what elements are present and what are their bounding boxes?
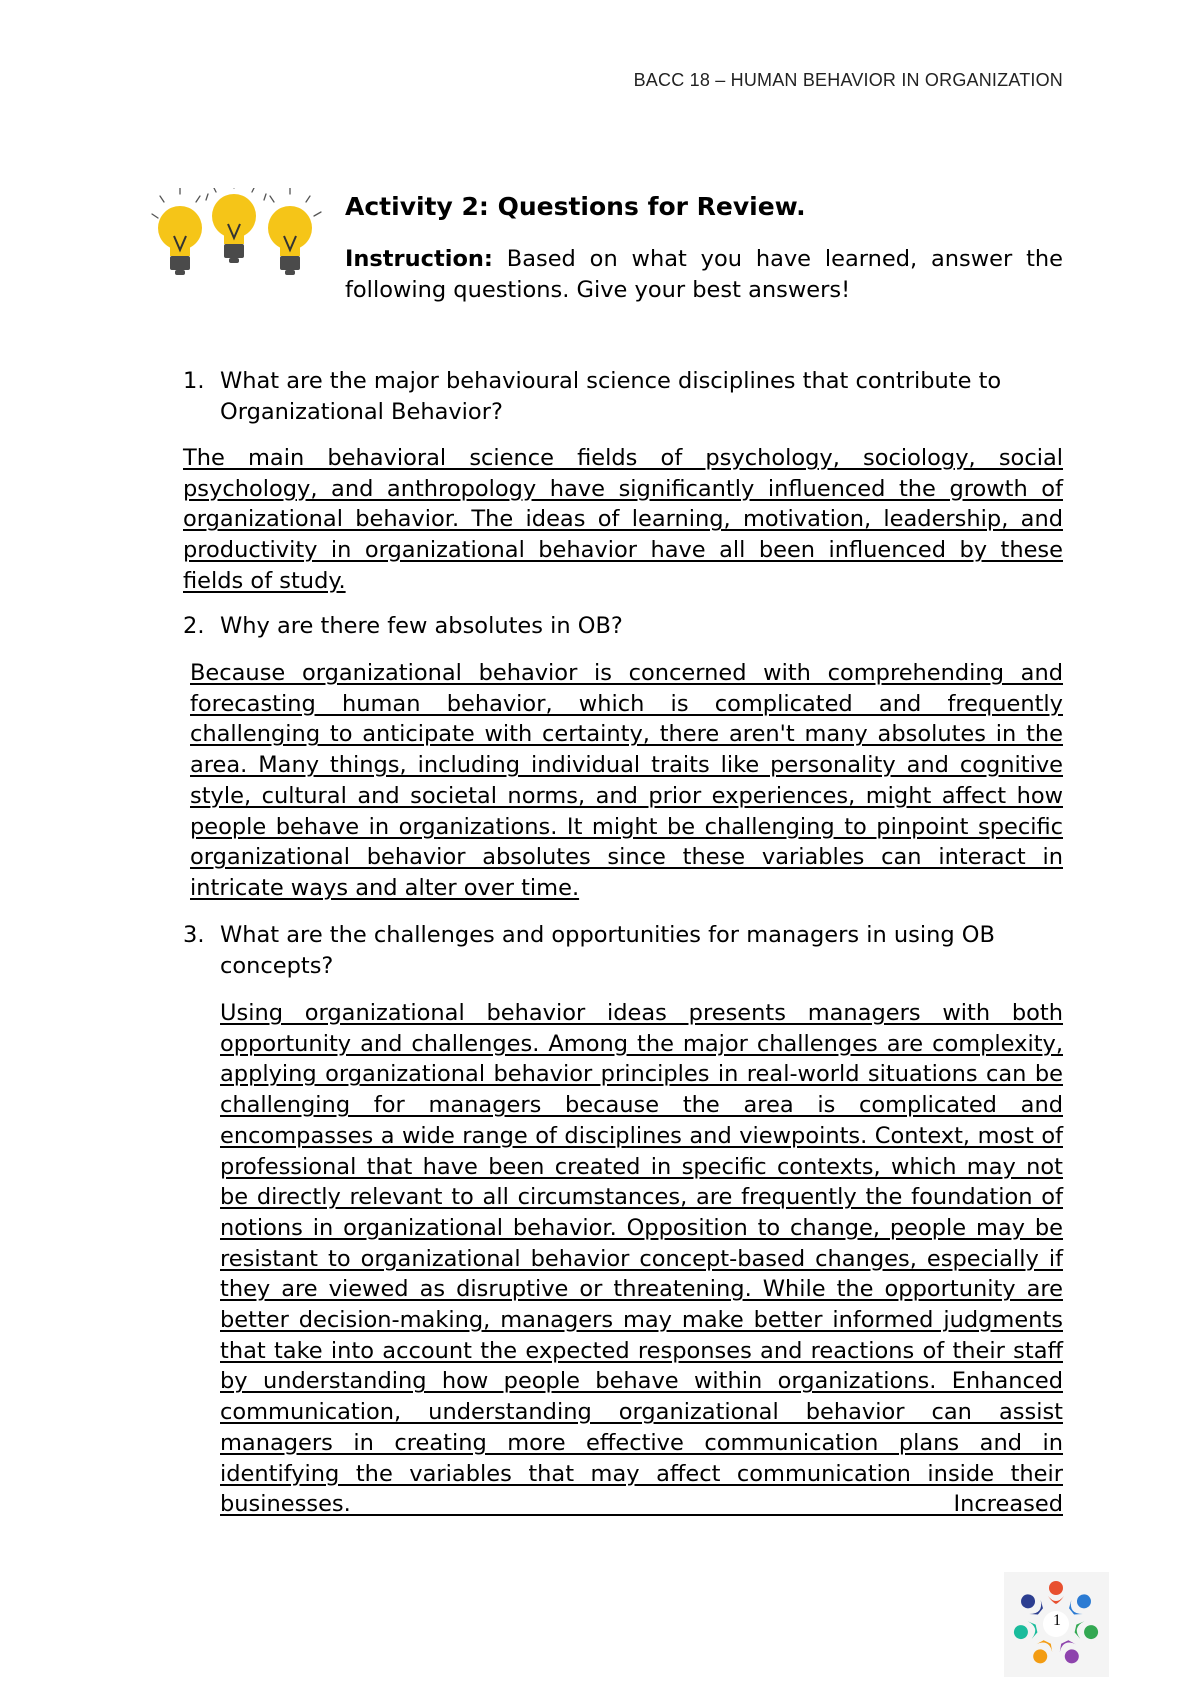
instruction-text: Based on what you have learned, answer the following questions. Give your best answers! bbox=[345, 246, 1063, 303]
activity-section bbox=[345, 188, 1063, 306]
question-number: 2. bbox=[183, 613, 205, 639]
question-number: 3. bbox=[183, 922, 205, 948]
question-number: 1. bbox=[183, 368, 205, 394]
activity-title: Activity 2: Questions for Review. bbox=[345, 192, 806, 221]
instruction bbox=[345, 244, 1063, 306]
answer-1: The main behavioral science fields of psychology, sociology, social psychology, and anthropology have significantly influenced the growth of organizational behavior. The ideas of learning, motivation, leadership, and productivity in organizational behavior have all been influenced by these fields of study. bbox=[183, 445, 1063, 594]
question-text: Why are there few absolutes in OB? bbox=[220, 613, 623, 639]
question-2 bbox=[183, 611, 1063, 642]
answer-3: Using organizational behavior ideas presents managers with both opportunity and challenges. Among the major challenges are complexity, applying organizational behavior principles in real-world situations can be challenging for managers because the area is complicated and encompasses a wide range of disciplines and viewpoints. Context, most of professional that have been created in specific contexts, which may not be directly relevant to all circumstances, are frequently the foundation of notions in organizational behavior. Opposition to change, people may be resistant to organizational behavior concept-based changes, especially if they are viewed as disruptive or threatening. While the opportunity are better decision-making, managers may make better informed judgments that take into account the expected responses and reactions of their staff by understanding how people behave within organizations. Enhanced communication, understanding organizational behavior can assist managers in creating more effective communication plans and in identifying the variables that may affect communication inside their businesses. Increased bbox=[220, 1000, 1063, 1518]
lightbulbs-icon bbox=[150, 188, 325, 298]
question-3 bbox=[183, 920, 1063, 982]
instruction-label: Instruction: bbox=[345, 246, 493, 272]
page-header: BACC 18 – HUMAN BEHAVIOR IN ORGANIZATION bbox=[633, 70, 1063, 90]
question-text: What are the challenges and opportunities for managers in using OB concepts? bbox=[220, 922, 995, 979]
page-number: 1 bbox=[1053, 1612, 1061, 1629]
answer-2: Because organizational behavior is concerned with comprehending and forecasting human behavior, which is complicated and frequently challenging to anticipate with certainty, there aren't many absolutes in the area. Many things, including individual traits like personality and cognitive style, cultural and societal norms, and prior experiences, might affect how people behave in organizations. It might be challenging to pinpoint specific organizational behavior absolutes since these variables can interact in intricate ways and alter over time. bbox=[190, 660, 1063, 901]
question-text: What are the major behavioural science disciplines that contribute to Organizational Behavior? bbox=[220, 368, 1002, 425]
question-1 bbox=[183, 366, 1063, 428]
